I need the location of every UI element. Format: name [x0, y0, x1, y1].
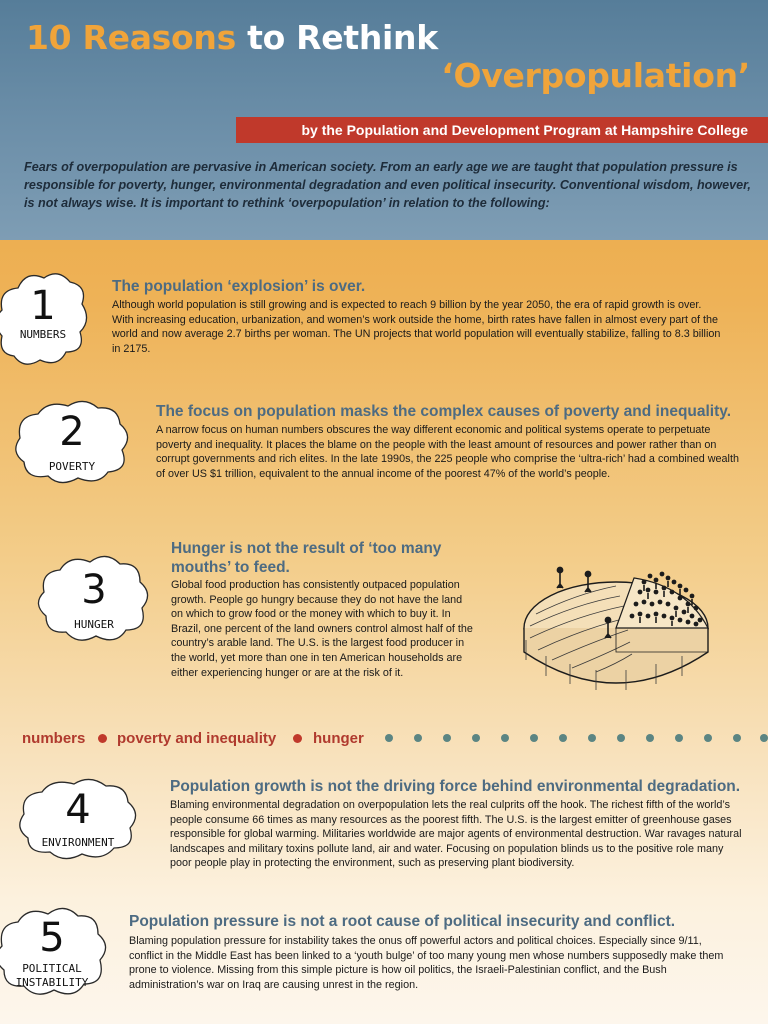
- reason-3-body: Global food production has consistently outpaced population growth. People go hungry because they do not have the land on which to grow food or the money with which to buy it. In Brazil, one percent of the land owners control almost half of the country’s arable land. The U.S. is the largest food producer in the world, yet more than one in ten American households are either experiencing hunger or are at the risk of it.: [171, 579, 473, 679]
- reason-label: ENVIRONMENT: [41, 836, 115, 849]
- reason-4-heading: Population growth is not the driving force behind environmental degradation.: [170, 778, 741, 795]
- page-title-line2: ‘Overpopulation’: [441, 56, 750, 95]
- reason-2-heading: The focus on population masks the complex causes of poverty and inequality.: [156, 403, 732, 420]
- reason-number: 4: [65, 787, 91, 833]
- divider-dot: [704, 734, 712, 742]
- divider-dot: [530, 734, 538, 742]
- reason-label-line1: POLITICAL: [22, 962, 82, 975]
- reason-number: 5: [39, 915, 65, 961]
- divider-item-hunger: hunger: [313, 730, 364, 747]
- topic-divider: [0, 726, 768, 752]
- divider-item-numbers: numbers: [22, 730, 86, 747]
- pie-of-land-with-people-illustration: [516, 544, 726, 694]
- reason-number: 3: [81, 567, 107, 613]
- divider-dot: [617, 734, 625, 742]
- reason-4-badge: [16, 776, 140, 860]
- reason-number: 2: [59, 409, 85, 455]
- divider-dot: [472, 734, 480, 742]
- reason-5-badge: [0, 904, 108, 998]
- divider-dot: [588, 734, 596, 742]
- divider-dot: [385, 734, 393, 742]
- divider-dot: [733, 734, 741, 742]
- reason-3-heading: Hunger is not the result of ‘too many mouths’ to feed.: [171, 540, 442, 576]
- reason-2-badge: [12, 398, 132, 484]
- reason-5-body: Blaming population pressure for instability takes the onus off powerful actors and political choices. Especially since 9/11, conflict in the Middle East has been linked to a ‘youth bulge’ of too many young men whose numbers supposedly make them prone to violence. Missing from this simple picture is how oil politics, the Israeli-Palestinian conflict, and the Bush administration’s war on Iraq are causing unrest in the region.: [129, 935, 724, 991]
- reason-label-line2: INSTABILITY: [15, 976, 89, 989]
- byline-banner: by the Population and Development Program at Hampshire College: [236, 117, 768, 143]
- reason-1-heading: The population ‘explosion’ is over.: [112, 278, 366, 295]
- divider-dot: [501, 734, 509, 742]
- divider-item-poverty: poverty and inequality: [117, 730, 277, 747]
- page-title-line1: [26, 18, 438, 57]
- divider-dot: [293, 734, 302, 743]
- intro-paragraph: Fears of overpopulation are pervasive in American society. From an early age we are taught that population pressure is responsible for poverty, hunger, environmental degradation and even political insecurity. Conventional wisdom, however, is not always wise. It is important to rethink ‘overpopulation’ in relation to the following:: [24, 160, 751, 210]
- reason-2-body: A narrow focus on human numbers obscures the way different economic and political systems operate to perpetuate poverty and inequality. It places the blame on the people with the least amount of resources and power rather than on corrupt governments and rich elites. In the late 1990s, the 225 people who comprise the ‘ultra-rich’ had a combined wealth of over US $1 trillion, equivalent to the annual income of the poorest 47% of the world’s people.: [156, 424, 739, 480]
- divider-dot: [443, 734, 451, 742]
- header-banner: [0, 0, 768, 240]
- divider-dot: [675, 734, 683, 742]
- reason-label: POVERTY: [48, 460, 96, 473]
- reason-number: 1: [30, 283, 56, 329]
- divider-dot: [760, 734, 768, 742]
- reason-3-badge: [36, 552, 152, 644]
- reason-label: HUNGER: [74, 618, 114, 631]
- reason-4-body: Blaming environmental degradation on overpopulation lets the real culprits off the hook. The richest fifth of the world’s people consume 66 times as many resources as the poorest fifth. The U.S. is the largest emitter of greenhouse gases responsible for global warming. Militaries worldwide are major agents of environmental destruction. War ravages natural landscapes and military toxins pollute land, air and water. Focusing on population blinds us to the positive role many poor people play in protecting the environment, such as preserving plant biodiversity.: [170, 799, 742, 870]
- divider-dot: [414, 734, 422, 742]
- divider-dot: [559, 734, 567, 742]
- reason-5-heading: Population pressure is not a root cause of political insecurity and conflict.: [129, 913, 676, 930]
- reason-1-body: Although world population is still growing and is expected to reach 9 billion by the year 2050, the era of rapid growth is over. With increasing education, urbanization, and women’s work outside the home, birth rates have fallen in almost every part of the world and now average 2.7 births per woman. The UN projects that world population will eventually stabilize, falling to 8.3 billion in 2175.: [112, 299, 721, 355]
- divider-dot: [646, 734, 654, 742]
- divider-dot: [98, 734, 107, 743]
- reason-1-badge: [0, 268, 90, 370]
- title-part-white: to Rethink: [247, 18, 438, 57]
- reason-label: NUMBERS: [19, 328, 67, 341]
- title-part-orange: 10 Reasons: [26, 18, 236, 57]
